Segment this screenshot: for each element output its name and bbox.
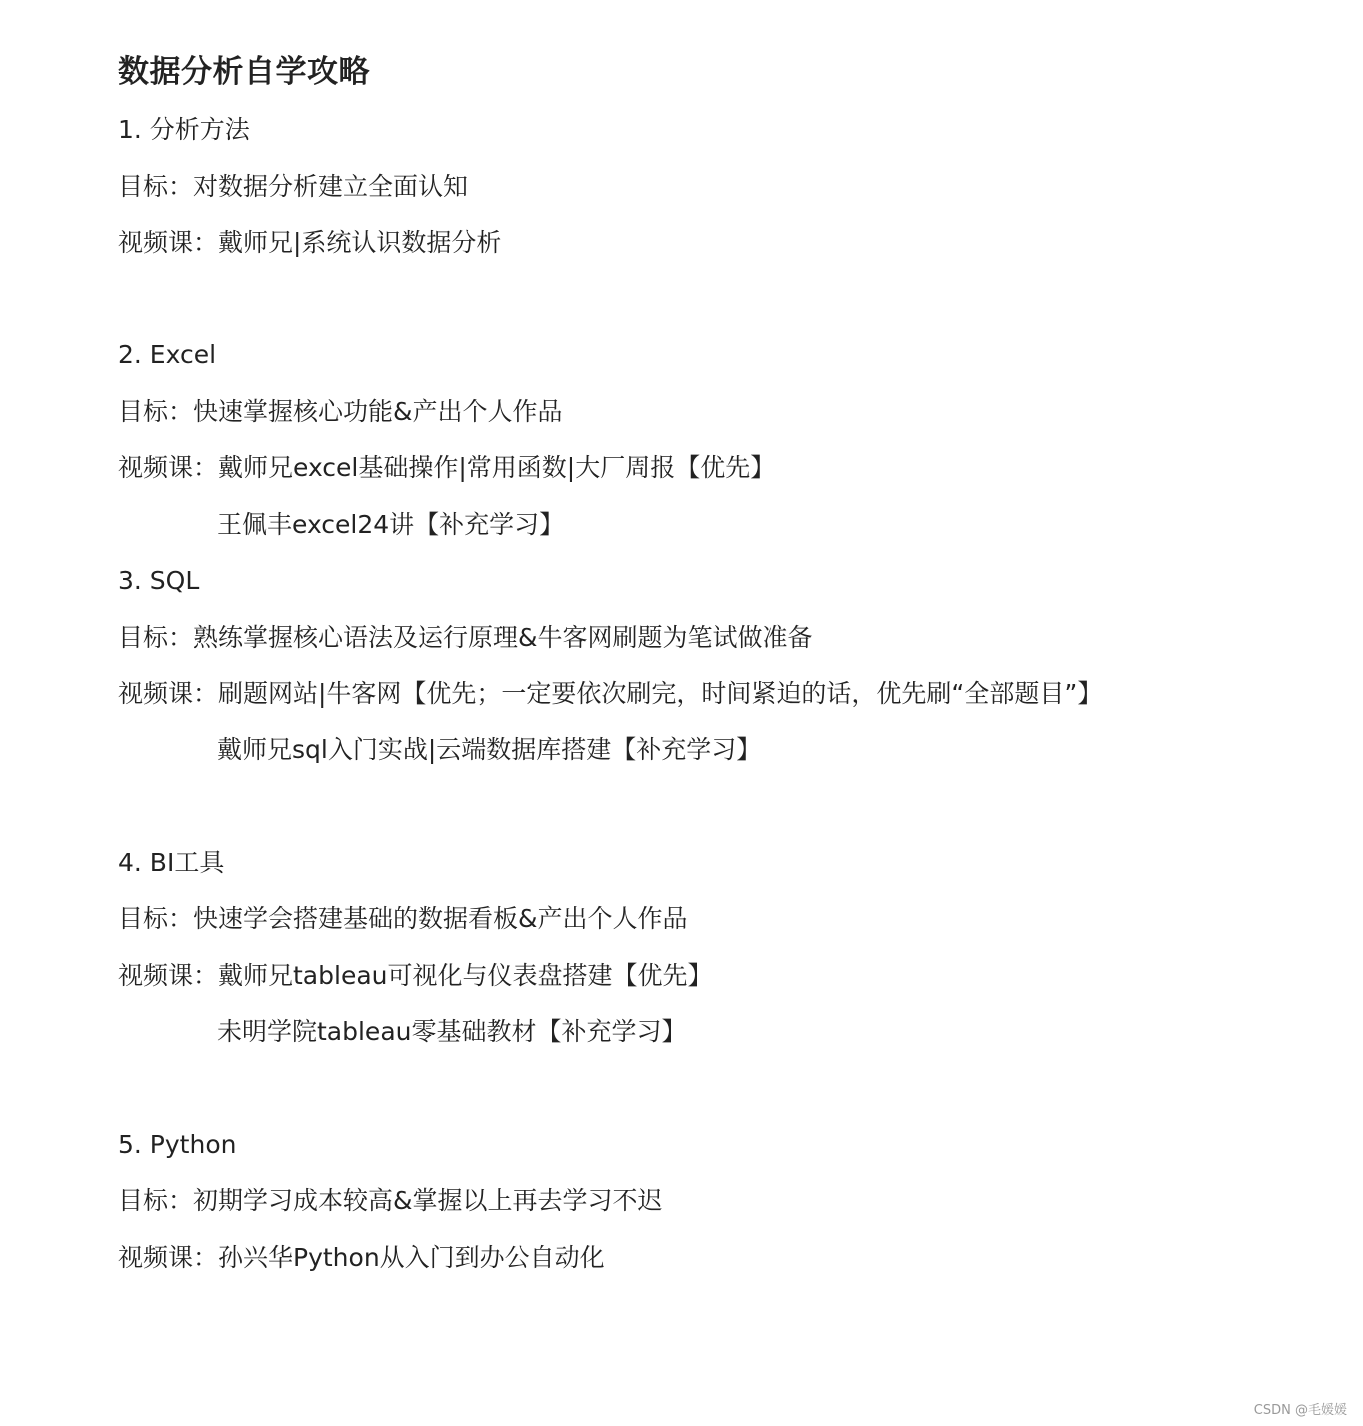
section-video-python: 视频课：孙兴华Python从入门到办公自动化 bbox=[118, 1243, 605, 1272]
section-heading-sql: 3. SQL bbox=[118, 566, 200, 595]
section-video-excel: 视频课：戴师兄excel基础操作|常用函数|大厂周报【优先】 bbox=[118, 453, 776, 482]
section-goal-bi-tools: 目标：快速学会搭建基础的数据看板&产出个人作品 bbox=[118, 904, 688, 933]
section-goal-python: 目标：初期学习成本较高&掌握以上再去学习不迟 bbox=[118, 1186, 663, 1215]
section-video-extra-bi-tools: 未明学院tableau零基础教材【补充学习】 bbox=[217, 1017, 687, 1046]
section-heading-excel: 2. Excel bbox=[118, 340, 217, 369]
section-video-extra-excel: 王佩丰excel24讲【补充学习】 bbox=[217, 510, 565, 539]
section-video-extra-sql: 戴师兄sql入门实战|云端数据库搭建【补充学习】 bbox=[217, 735, 762, 764]
section-heading-python: 5. Python bbox=[118, 1130, 237, 1159]
section-video-analysis-methods: 视频课：戴师兄|系统认识数据分析 bbox=[118, 228, 502, 257]
section-goal-excel: 目标：快速掌握核心功能&产出个人作品 bbox=[118, 397, 563, 426]
section-video-bi-tools: 视频课：戴师兄tableau可视化与仪表盘搭建【优先】 bbox=[118, 961, 713, 990]
section-goal-sql: 目标：熟练掌握核心语法及运行原理&牛客网刷题为笔试做准备 bbox=[118, 623, 813, 652]
page-title: 数据分析自学攻略 bbox=[118, 54, 370, 90]
csdn-watermark: CSDN @毛媛媛 bbox=[1253, 1403, 1347, 1418]
section-goal-analysis-methods: 目标：对数据分析建立全面认知 bbox=[118, 172, 469, 201]
section-heading-analysis-methods: 1. 分析方法 bbox=[118, 115, 250, 144]
section-heading-bi-tools: 4. BI工具 bbox=[118, 848, 225, 877]
section-video-sql: 视频课：刷题网站|牛客网【优先；一定要依次刷完，时间紧迫的话，优先刷“全部题目”】 bbox=[118, 679, 1103, 708]
